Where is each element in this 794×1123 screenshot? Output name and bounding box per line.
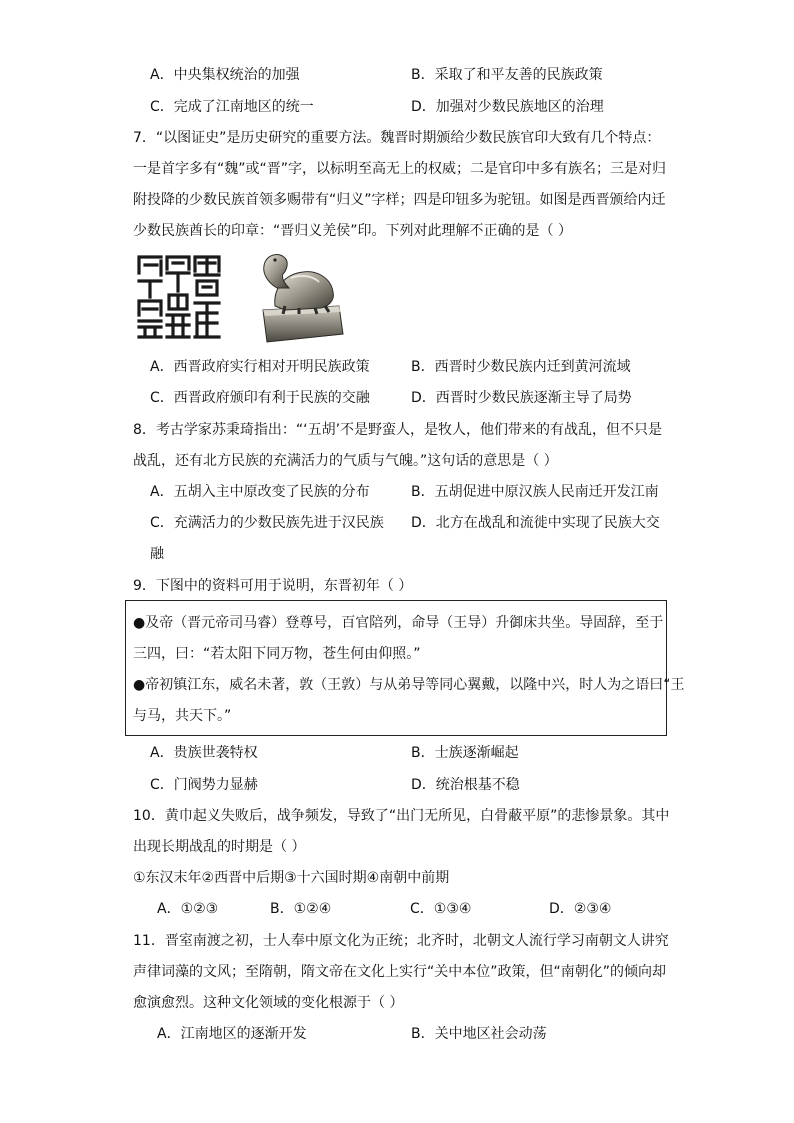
q7-option-a: A．西晋政府实行相对开明民族政策 bbox=[150, 359, 370, 375]
q7-line-3: 附投降的少数民族首领多赐带有“归义”字样；四是印钮多为驼钮。如图是西晋颁给内迁 bbox=[133, 192, 666, 208]
q10-items: ①东汉末年②西晋中后期③十六国时期④南朝中前期 bbox=[133, 870, 450, 886]
q8-option-a: A．五胡入主中原改变了民族的分布 bbox=[150, 484, 370, 500]
q7-line-2: 一是首字多有“魏”或“晋”字，以标明至高无上的权威；二是官印中多有族名；三是对归 bbox=[133, 161, 667, 177]
q6-option-b: B．采取了和平友善的民族政策 bbox=[411, 67, 603, 83]
camel-knob-seal-image bbox=[255, 248, 347, 346]
q9-option-a: A．贵族世袭特权 bbox=[150, 745, 258, 761]
q9-stem: 9．下图中的资料可用于说明，东晋初年（ ） bbox=[133, 578, 413, 594]
q7-line-4: 少数民族酋长的印章：“晋归义羌侯”印。下列对此理解不正确的是（ ） bbox=[133, 223, 572, 239]
q11-line-3: 愈演愈烈。这种文化领域的变化根源于（ ） bbox=[133, 995, 404, 1011]
q6-option-c: C．完成了江南地区的统一 bbox=[150, 99, 314, 115]
q9-source-line-4: 与马，共天下。” bbox=[133, 708, 232, 724]
q8-option-d-continued: 融 bbox=[150, 546, 164, 562]
seal-imprint-image bbox=[133, 251, 225, 344]
q7-option-d: D．西晋时少数民族逐渐主导了局势 bbox=[411, 390, 632, 406]
q10-line-2: 出现长期战乱的时期是（ ） bbox=[133, 839, 306, 855]
q11-line-2: 声律词藻的文风；至隋朝，隋文帝在文化上实行“关中本位”政策，但“南朝化”的倾向却 bbox=[133, 964, 667, 980]
q9-source-line-3: ●帝初镇江东，威名未著，敦（王敦）与从弟导等同心翼戴，以隆中兴，时人为之语曰“王 bbox=[133, 677, 685, 693]
q10-line-1: 10．黄巾起义失败后，战争频发，导致了“出门无所见，白骨蔽平原”的悲惨景象。其中 bbox=[133, 808, 670, 824]
q6-option-a: A．中央集权统治的加强 bbox=[150, 67, 300, 83]
q9-option-c: C．门阀势力显赫 bbox=[150, 777, 258, 793]
q6-option-d: D．加强对少数民族地区的治理 bbox=[411, 99, 604, 115]
q8-option-b: B．五胡促进中原汉族人民南迁开发江南 bbox=[411, 484, 659, 500]
q9-source-line-1: ●及帝（晋元帝司马睿）登尊号，百官陪列，命导（王导）升御床共坐。导固辞，至于 bbox=[133, 615, 664, 631]
q8-line-2: 战乱，还有北方民族的充满活力的气质与气魄。”这句话的意思是（ ） bbox=[133, 453, 558, 469]
q7-option-c: C．西晋政府颁印有利于民族的交融 bbox=[150, 390, 370, 406]
q11-option-b: B．关中地区社会动荡 bbox=[411, 1026, 547, 1042]
q9-option-b: B．士族逐渐崛起 bbox=[411, 745, 519, 761]
q7-line-1: 7．“以图证史”是历史研究的重要方法。魏晋时期颁给少数民族官印大致有几个特点： bbox=[133, 130, 661, 146]
q8-line-1: 8．考古学家苏秉琦指出：“‘五胡’不是野蛮人，是牧人，他们带来的有战乱，但不只是 bbox=[133, 422, 663, 438]
q11-line-1: 11．晋室南渡之初，士人奉中原文化为正统；北齐时，北朝文人流行学习南朝文人讲究 bbox=[133, 933, 669, 949]
q9-option-d: D．统治根基不稳 bbox=[411, 777, 520, 793]
q11-option-a: A．江南地区的逐渐开发 bbox=[157, 1026, 307, 1042]
q10-option-d: D．②③④ bbox=[549, 901, 612, 917]
q8-option-d: D．北方在战乱和流徙中实现了民族大交 bbox=[411, 515, 660, 531]
q10-option-a: A．①②③ bbox=[157, 901, 219, 917]
q8-option-c: C．充满活力的少数民族先进于汉民族 bbox=[150, 515, 384, 531]
q9-source-line-2: 三四，曰：“若太阳下同万物，苍生何由仰照。” bbox=[133, 646, 421, 662]
q10-option-b: B．①②④ bbox=[270, 901, 332, 917]
q10-option-c: C．①③④ bbox=[410, 901, 472, 917]
q7-option-b: B．西晋时少数民族内迁到黄河流域 bbox=[411, 359, 631, 375]
